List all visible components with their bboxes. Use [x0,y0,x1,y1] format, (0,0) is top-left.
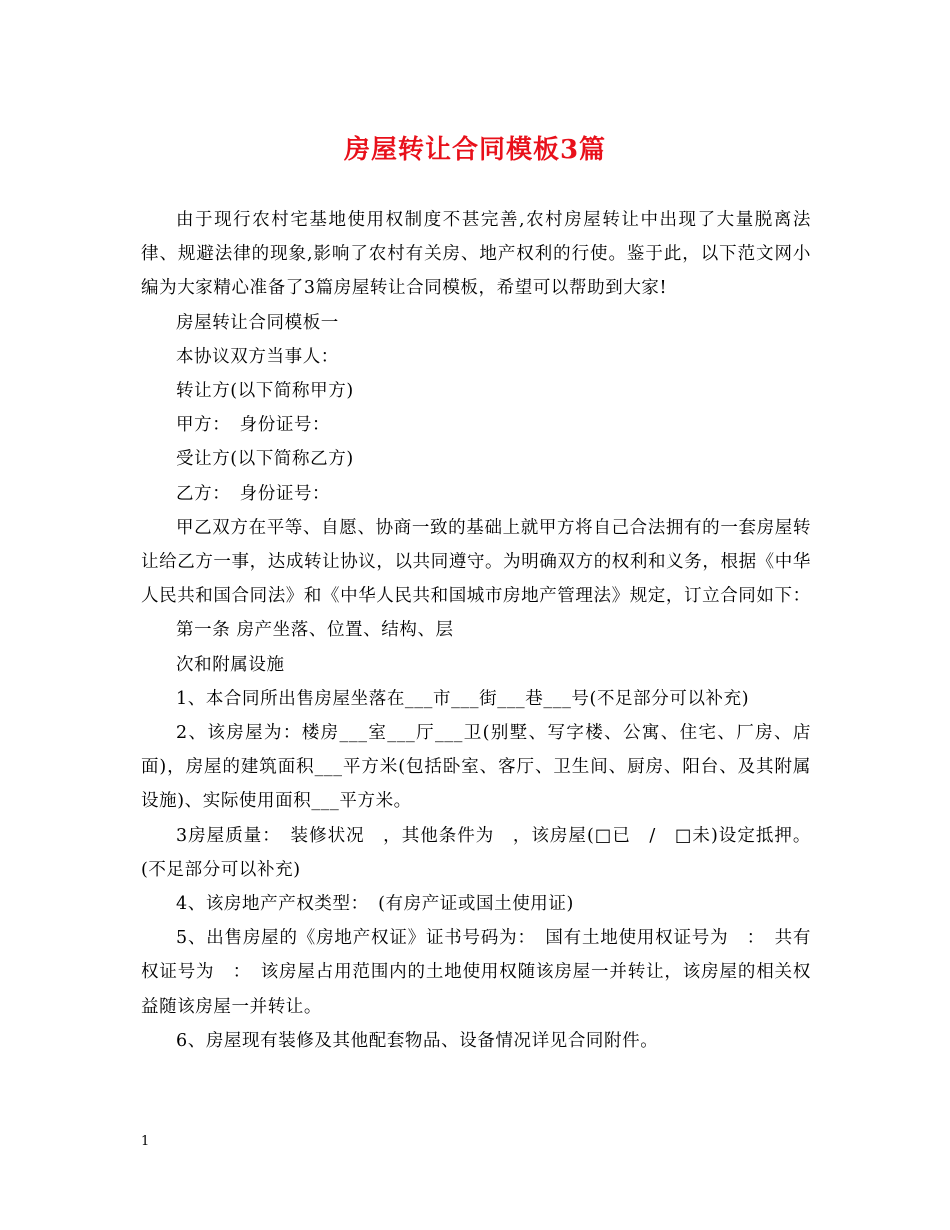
paragraph-party-b-id: 乙方： 身份证号： [176,483,331,504]
paragraph-clause-1: 1、本合同所出售房屋坐落在___市___街___巷___号(不足部分可以补充) [176,688,750,709]
paragraph-template-one-heading: 房屋转让合同模板一 [176,312,339,333]
paragraph-article-one: 第一条 房产坐落、位置、结构、层 [176,620,454,641]
page-number: 1 [141,1134,150,1149]
paragraph-clause-2: 2、该房屋为：楼房___室___厅___卫(别墅、写字楼、公寓、住宅、厂房、店面)，房屋的建筑面积___平方米(包括卧室、客厅、卫生间、厨房、阳台、及其附属设施)、实际使用面积___平方米。 [141,723,811,812]
document-body [141,203,811,1058]
document-title: 房屋转让合同模板3篇 [343,135,607,165]
paragraph-article-one-cont: 次和附属设施 [176,654,285,675]
paragraph-agreement-basis: 甲乙双方在平等、自愿、协商一致的基础上就甲方将自己合法拥有的一套房屋转让给乙方一事，达成转让协议，以共同遵守。为明确双方的权利和义务，根据《中华人民共和国合同法》和《中华人民共和国城市房地产管理法》规定，订立合同如下： [141,517,811,607]
paragraph-clause-4: 4、该房地产产权类型： (有房产证或国土使用证) [176,894,574,915]
paragraph-intro: 由于现行农村宅基地使用权制度不甚完善,农村房屋转让中出现了大量脱离法律、规避法律的现象,影响了农村有关房、地产权利的行使。鉴于此，以下范文网小编为大家精心准备了3篇房屋转让合同模板，希望可以帮助到大家! [141,210,811,299]
paragraph-clause-3: 3房屋质量： 装修状况 ，其他条件为 ，该房屋(□已 / □未)设定抵押。(不足部分可以补充) [141,825,811,880]
paragraph-transferor: 转让方(以下简称甲方) [176,381,354,402]
paragraph-transferee: 受让方(以下简称乙方) [176,449,354,470]
paragraph-parties: 本协议双方当事人： [176,346,339,367]
paragraph-clause-6: 6、房屋现有装修及其他配套物品、设备情况详见合同附件。 [176,1030,659,1051]
paragraph-party-a-id: 甲方： 身份证号： [176,415,331,436]
paragraph-clause-5: 5、出售房屋的《房地产权证》证书号码为： 国有土地使用权证号为 ： 共有权证号为 ： 该房屋占用范围内的土地使用权随该房屋一并转让，该房屋的相关权益随该房屋一并转让。 [141,928,811,1017]
